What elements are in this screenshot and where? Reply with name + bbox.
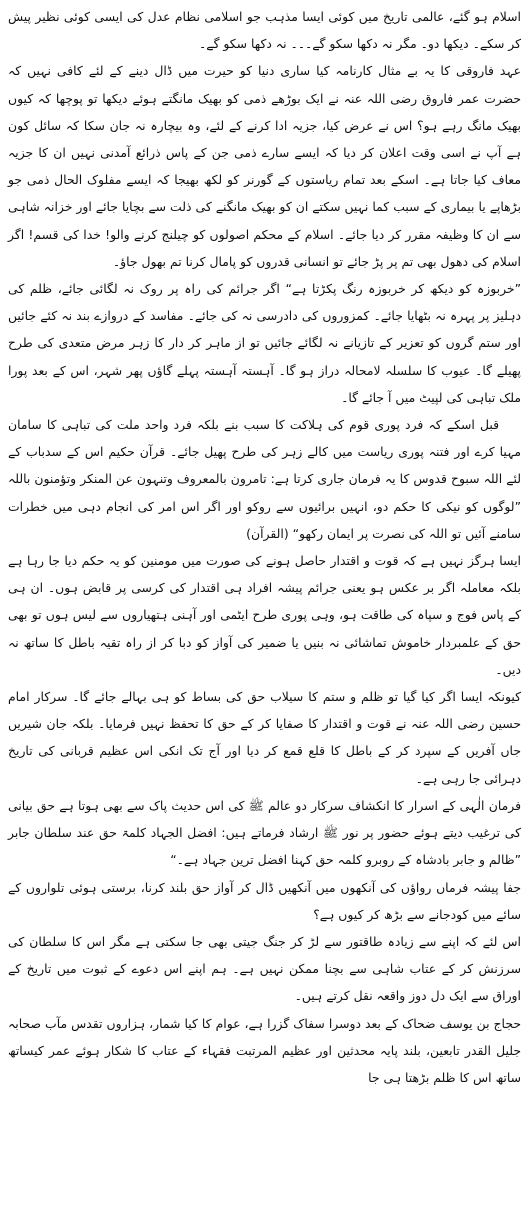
paragraph: فرمان الٰہی کے اسرار کا انکشاف سرکار دو عالم ﷺ کی اس حدیث پاک سے بھی ہوتا ہے حق بیانی کی ترغیب دیتے ہوئے حضور پر نور ﷺ ارشاد فرماتے ہیں: افضل الجہاد کلمۃ حق عند سلطان جابر ”ظالم و جابر بادشاہ کے روبرو کلمہ حق کہنا افضل ترین جہاد ہے۔“	[8, 797, 521, 868]
paragraph: اس لئے کہ اپنے سے زیادہ طاقتور سے لڑ کر جنگ جیتی بھی جا سکتی ہے مگر اس کا سلطان کی سرزنش کر کے عتاب شاہی سے بچنا ممکن نہیں ہے۔ ہم اپنے اس دعوے کے ثبوت میں تاریخ کے اوراق سے ایک دل دوز واقعہ نقل کرتے ہیں۔	[8, 933, 521, 1004]
paragraph: قبل اسکے کہ فرد پوری قوم کی ہلاکت کا سبب بنے بلکہ فرد واحد ملت کی تباہی کا سامان مہیا کرے اور فتنہ پوری ریاست میں کالے زہر کی طرح پھیل جائے۔ قرآن حکیم اس کے سدباب کے لئے اللہ سبوح قدوس کا یہ فرمان جاری کرتا ہے: تامرون بالمعروف وتنہون عن المنکر وتؤمنون باللہ ”لوگوں کو نیکی کا حکم دو، انہیں برائیوں سے روکو اور اگر اس امر کی انجام دہی میں خطرات سامنے آئیں تو اللہ کی نصرت پر ایمان رکھو“ (القرآن)	[8, 417, 521, 541]
paragraph: کیونکہ ایسا اگر کیا گیا تو ظلم و ستم کا سیلاب حق کی بساط کو ہی بہالے جائے گا۔ سرکار امام حسین رضی اللہ عنہ نے قوت و اقتدار کا صفایا کر کے حق کا تحفظ نہیں فرمایا۔ بلکہ جان شیریں جاں آفریں کے سپرد کر کے باطل کا قلع قمع کر دیا اور آج تک انکی اس عظیم قربانی کی تاریخ دہرائی جا رہی ہے۔	[8, 689, 521, 786]
document-body	[8, 3, 521, 1091]
paragraph: ایسا ہرگز نہیں ہے کہ قوت و اقتدار حاصل ہونے کی صورت میں مومنین کو یہ حکم دیا جا رہا ہے بلکہ معاملہ اگر بر عکس ہو یعنی جرائم پیشہ افراد ہی اقتدار کی کرسی پر قابض ہوں۔ ان ہی کے پاس فوج و سپاہ کی طاقت ہو، وہی پوری طرح ایٹمی اور آہنی ہتھیاروں سے لیس ہوں تو بھی حق کے علمبردار خاموش تماشائی نہ بنیں یا ضمیر کی آواز کو دبا کر از راہ تقیہ باطل کا ساتھ نہ دیں۔	[8, 553, 521, 677]
paragraph: حجاج بن یوسف ضحاک کے بعد دوسرا سفاک گزرا ہے، عوام کا کیا شمار، ہزاروں تقدس مآب صحابہ جلیل القدر تابعین، بلند پایہ محدثین اور عظیم المرتبت فقہاء کے عتاب کا شکار ہوئے عمر کیساتھ ساتھ اس کا ظلم بڑھتا ہی جا	[8, 1015, 521, 1085]
paragraph: عہد فاروقی کا یہ بے مثال کارنامہ کیا ساری دنیا کو حیرت میں ڈال دینے کے لئے کافی نہیں کہ حضرت عمر فاروق رضی اللہ عنہ نے ایک بوڑھے ذمی کو بھیک مانگتے ہوئے دیکھا تو پوچھا کہ کیوں بھیک مانگ رہے ہو؟ اس نے عرض کیا، جزیہ ادا کرنے کے لئے، وہ بیچارہ نہ جان سکا کہ سائل کون ہے آپ نے اسی وقت اعلان کر دیا کہ ایسے سارے ذمی جن کے پاس ذرائع آمدنی نہیں ان کا جزیہ معاف کیا جاتا ہے۔ اسکے بعد تمام ریاستوں کے گورنر کو لکھ بھیجا کہ ایسے مفلوک الحال ذمی جو بڑھاپے یا بیماری کے سبب کما نہیں سکتے ان کو بھیک مانگنے کی ذلت سے بچایا جائے اور خزانہ شاہی سے ان کا وظیفہ مقرر کر دیا جائے۔ اسلام کے محکم اصولوں کو چیلنج کرنے والو! خدا کی قسم! اگر اسلام کی دھول بھی تم پر پڑ جائے تو انسانی قدروں کو پامال کرنا تم بھول جاؤ۔	[8, 63, 521, 269]
paragraph: ”خربوزہ کو دیکھ کر خربوزہ رنگ پکڑتا ہے“ اگر جرائم کی راہ پر روک نہ لگائی جائے، ظلم کی دہلیز پر پہرہ نہ بٹھایا جائے۔ کمزوروں کی دادرسی نہ کی جائے۔ مفاسد کے دروازے بند نہ کئے جائیں اور ستم گروں کو تعزیر کے تازیانے نہ لگائے جائیں تو از ماہر کر دار کا زہر مرض متعدی کی طرح پھیلے گا۔ عیوب کا سلسلہ لامحالہ دراز ہو گا۔ آہستہ آہستہ پہلے گاؤں پھر شہر، اس کے بعد پورا ملک تباہی کی لپیٹ میں آ جائے گا۔	[8, 281, 521, 405]
paragraph: اسلام ہو گئے، عالمی تاریخ میں کوئی ایسا مذہب جو اسلامی نظام عدل کی ایسی کوئی نظیر پیش کر سکے۔ دیکھا دو۔ مگر نہ دکھا سکو گے۔۔۔ نہ دکھا سکو گے۔	[8, 9, 521, 52]
paragraph: جفا پیشہ فرماں رواؤں کی آنکھوں میں آنکھیں ڈال کر آواز حق بلند کرنا، برستی ہوئی تلواروں کے سائے میں کودجانے سے بڑھ کر کیوں ہے؟	[8, 879, 521, 922]
